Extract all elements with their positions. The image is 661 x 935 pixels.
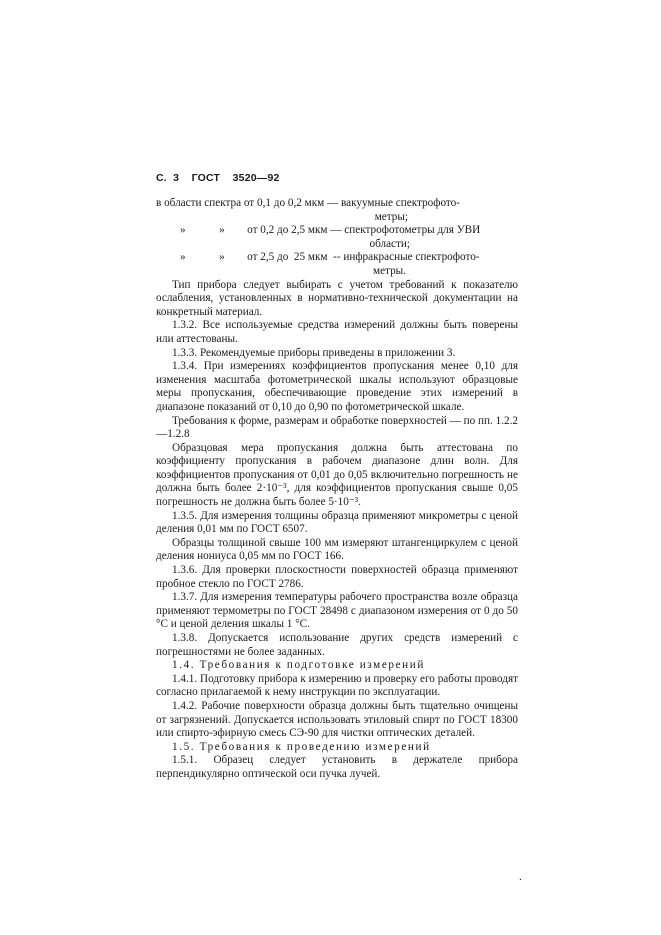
spectrum-row-3: » » от 2,5 до 25 мкм -- инфракрасные спектрофото- bbox=[180, 251, 480, 264]
page-header: С. 3 ГОСТ 3520—92 bbox=[156, 172, 280, 184]
paragraph: Образцовая мера пропускания должна быть аттестована по коэффициенту пропускания в рабочем диапазоне длин волн. Для коэффициентов пропускания от 0,01 до 0,05 включительно погрешность не должна быть более 2·10⁻³, для коэффициентов пропускания свыше 0,05 погрешность не должна быть более 5·10⁻³. bbox=[156, 441, 518, 509]
paragraph: Требования к форме, размерам и обработке поверхностей — по пп. 1.2.2—1.2.8 bbox=[156, 414, 519, 441]
clause-1-3-2: 1.3.2. Все используемые средства измерений должны быть поверены или аттестованы. bbox=[156, 319, 518, 345]
spectrum-row-2: » » от 0,2 до 2,5 мкм — спектрофотометры для УВИ bbox=[180, 224, 481, 237]
spectrum-row-3-cont: метры. bbox=[373, 264, 406, 277]
clause-1-3-5: 1.3.5. Для измерения толщины образца применяют микрометры с ценой деления 0,01 мм по ГОСТ 6507. bbox=[156, 509, 518, 536]
paragraph: Образцы толщиной свыше 100 мм измеряют штангенциркулем с ценой деления нониуса 0,05 мм по ГОСТ 166. bbox=[156, 536, 518, 563]
trailing-mark: . bbox=[519, 871, 522, 883]
spectrum-row-1-cont: метры; bbox=[374, 210, 408, 223]
clause-1-3-6: 1.3.6. Для проверки плоскостности поверхностей образца применяют пробное стекло по ГОСТ 2786. bbox=[156, 564, 518, 590]
section-heading-1-4: 1.4. Требования к подготовке измерений bbox=[172, 659, 425, 672]
clause-1-4-2: 1.4.2. Рабочие поверхности образца должны быть тщательно очищены от загрязнений. Допускается использовать этиловый спирт по ГОСТ 18300 или спирто-эфирную смесь СЭ-90 для чистки оптических деталей. bbox=[156, 699, 518, 740]
spectrum-row-1: в области спектра от 0,1 до 0,2 мкм — вакуумные спектрофото- bbox=[156, 197, 460, 209]
clause-1-3-3: 1.3.3. Рекомендуемые приборы приведены в приложении 3. bbox=[172, 346, 456, 359]
clause-1-4-1: 1.4.1. Подготовку прибора к измерению и проверку его работы проводят согласно прилагаемой к нему инструкции по эксплуатации. bbox=[156, 672, 518, 699]
section-heading-1-5: 1.5. Требования к проведению измерений bbox=[172, 740, 431, 753]
clause-1-3-4: 1.3.4. При измерениях коэффициентов пропускания менее 0,10 для изменения масштаба фотометрической шкалы используют образцовые меры пропускания, обеспечивающие проведение этих измерений в диапазоне показаний от 0,10 до 0,90 по фотометрической шкале. bbox=[156, 360, 518, 413]
spectrum-row-2-cont: области; bbox=[369, 237, 410, 250]
clause-1-3-8: 1.3.8. Допускается использование других средств измерений с погрешностями не более заданных. bbox=[156, 632, 518, 658]
body-text bbox=[156, 197, 518, 782]
paragraph: Тип прибора следует выбирать с учетом требований к показателю ослабления, установленных в нормативно-технической документации на конкретный материал. bbox=[156, 278, 518, 318]
clause-1-3-7: 1.3.7. Для измерения температуры рабочего пространства возле образца применяют термометры по ГОСТ 28498 с диапазоном измерения от 0 до 50 °С и ценой деления шкалы 1 °С. bbox=[156, 591, 518, 631]
clause-1-5-1: 1.5.1. Образец следует установить в держателе прибора перпендикулярно оптической оси пучка лучей. bbox=[156, 754, 518, 780]
